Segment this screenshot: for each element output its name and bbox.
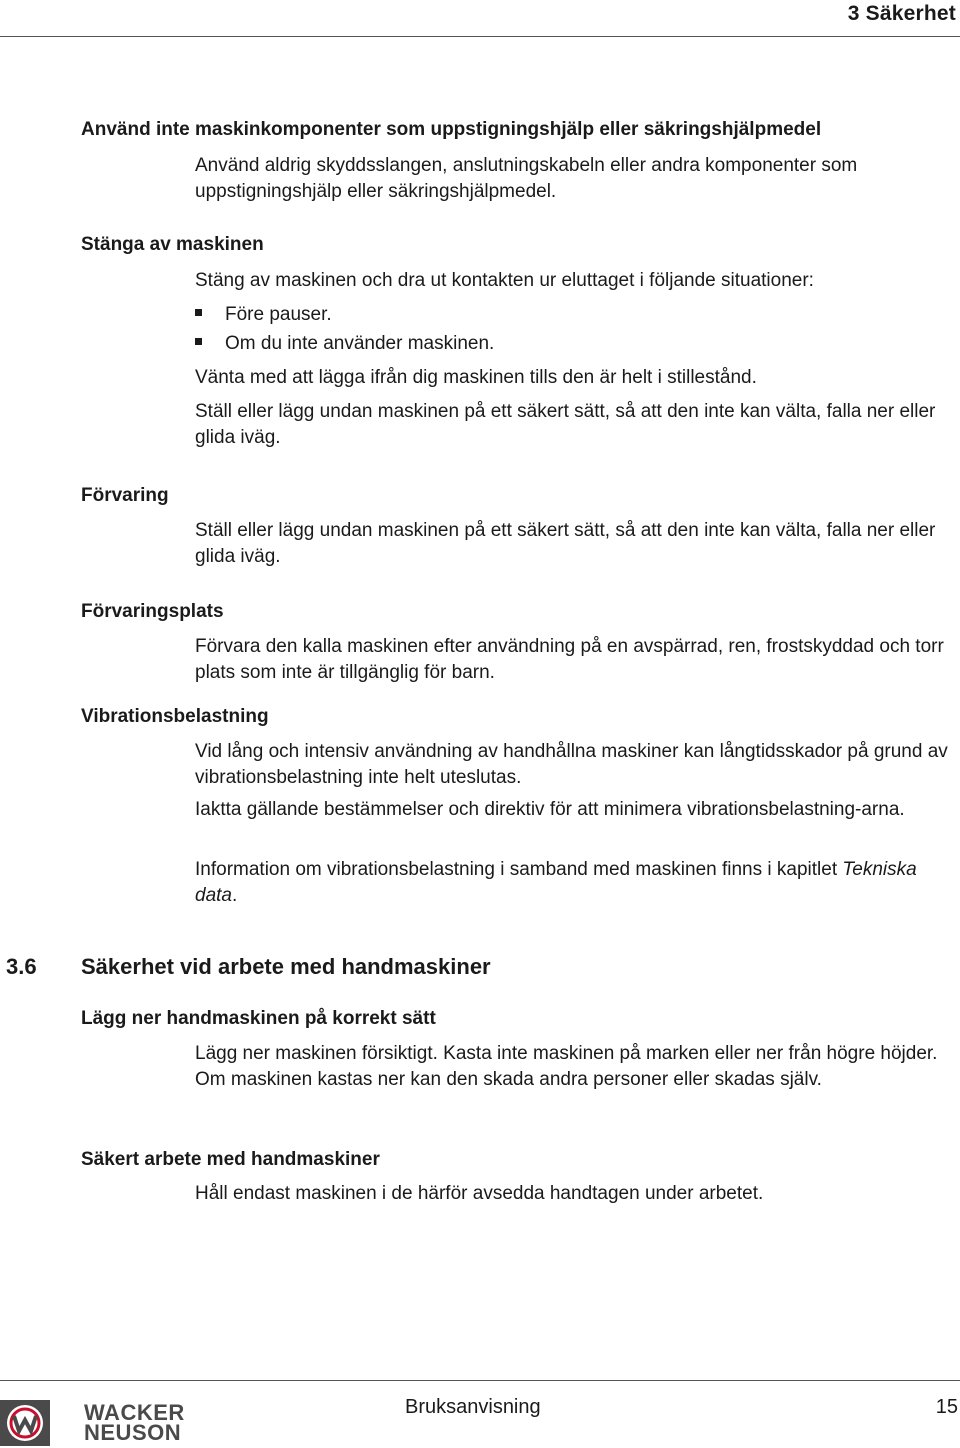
paragraph-wait-standstill: Vänta med att lägga ifrån dig maskinen tills den är helt i stillestånd. (195, 367, 757, 388)
section-heading: Säkerhet vid arbete med handmaskiner (81, 954, 491, 979)
paragraph-no-climbing-aid: Använd aldrig skyddsslangen, anslutningskabeln eller andra komponenter som uppstigningshjälp eller säkringshjälpmedel. (195, 155, 858, 202)
company-logo (0, 1400, 210, 1446)
paragraph-switch-off-situations: Stäng av maskinen och dra ut kontakten ur eluttaget i följande situationer: (195, 270, 814, 291)
footer-divider (0, 1380, 960, 1381)
paragraph-vibration-damage: Vid lång och intensiv användning av handhållna maskiner kan långtidsskador på grund av vibrationsbelastning inte helt uteslutas. (195, 741, 948, 788)
heading-put-down-correctly: Lägg ner handmaskinen på korrekt sätt (81, 1008, 436, 1029)
paragraph-hold-handles: Håll endast maskinen i de härför avsedda handtagen under arbetet. (195, 1183, 764, 1204)
paragraph-vibration-info: Information om vibrationsbelastning i samband med maskinen finns i kapitlet Tekniska data. (195, 859, 917, 906)
bullet-item-before-breaks: Före pauser. (195, 302, 332, 328)
wacker-neuson-emblem-icon (0, 1400, 50, 1446)
paragraph-storage-place: Förvara den kalla maskinen efter användning på en avspärrad, ren, frostskyddad och torr plats som inte är tillgänglig för barn. (195, 636, 944, 683)
paragraph-place-safely: Ställ eller lägg undan maskinen på ett säkert sätt, så att den inte kan välta, falla ner eller glida iväg. (195, 401, 936, 448)
paragraph-storage: Ställ eller lägg undan maskinen på ett säkert sätt, så att den inte kan välta, falla ner eller glida iväg. (195, 520, 936, 567)
heading-no-climbing-aid: Använd inte maskinkomponenter som uppstigningshjälp eller säkringshjälpmedel (81, 119, 822, 140)
heading-safe-work: Säkert arbete med handmaskiner (81, 1149, 380, 1170)
page-header-title: 3 Säkerhet (847, 2, 956, 25)
heading-vibration: Vibrationsbelastning (81, 706, 269, 727)
section-number: 3.6 (6, 954, 37, 979)
heading-storage-place: Förvaringsplats (81, 601, 224, 622)
header-divider (0, 36, 960, 37)
heading-switch-off: Stänga av maskinen (81, 234, 264, 255)
logo-wordmark: WACKER NEUSON (84, 1400, 185, 1445)
paragraph-put-down-carefully: Lägg ner maskinen försiktigt. Kasta inte maskinen på marken eller ner från högre höjder. Om maskinen kastas ner kan den skada andra personer eller skadas själv. (195, 1043, 938, 1090)
footer-document-name: Bruksanvisning (405, 1396, 541, 1418)
paragraph-regulations: Iaktta gällande bestämmelser och direktiv för att minimera vibrationsbelastning-arna. (195, 799, 905, 820)
bullet-item-not-using: Om du inte använder maskinen. (195, 331, 494, 357)
heading-storage: Förvaring (81, 485, 169, 506)
square-bullet-icon (195, 338, 202, 345)
square-bullet-icon (195, 309, 202, 316)
technical-data-reference: Tekniska data (195, 859, 917, 906)
page-number: 15 (935, 1396, 958, 1418)
